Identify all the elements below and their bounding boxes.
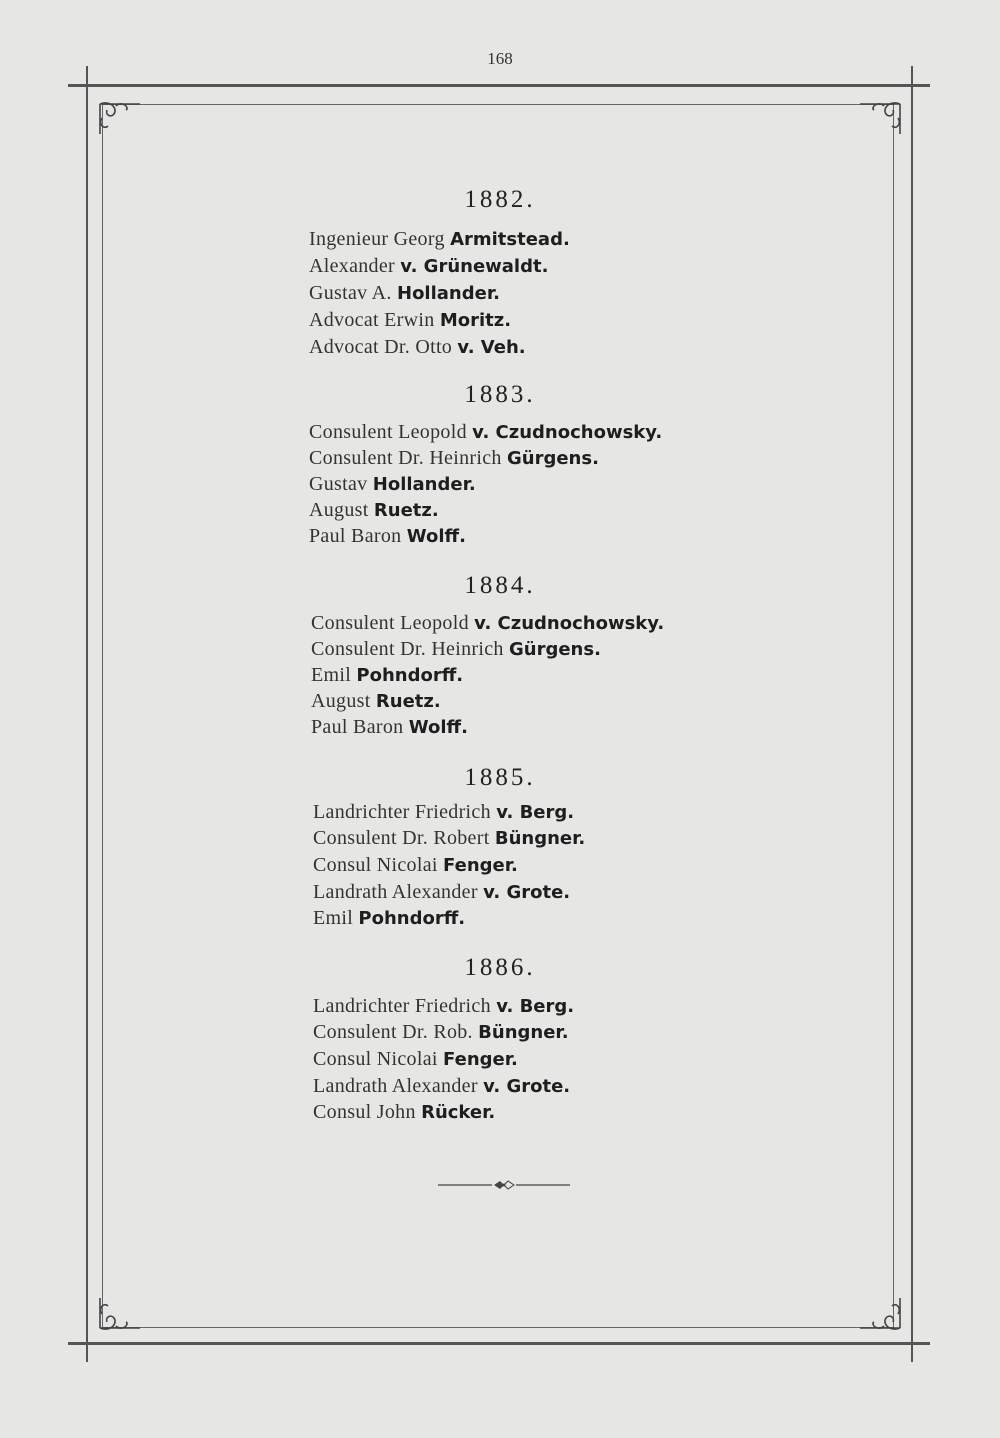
entry: Landrath Alexander v. Grote.	[313, 881, 571, 903]
year-heading-1886: 1886.	[464, 954, 536, 981]
entry: Emil Pohndorff.	[311, 664, 464, 686]
year-heading-1883: 1883.	[464, 381, 536, 408]
entry: Emil Pohndorff.	[313, 907, 466, 929]
entry: Consul Nicolai Fenger.	[313, 854, 518, 876]
entry: Paul Baron Wolff.	[309, 525, 466, 547]
entry: Consulent Dr. Robert Büngner.	[313, 827, 586, 849]
year-heading-1882: 1882.	[464, 186, 536, 213]
left-rule	[86, 66, 88, 1362]
entry: Gustav Hollander.	[309, 473, 476, 495]
entry: Consulent Leopold v. Czudnochowsky.	[309, 421, 663, 443]
page-number: 168	[487, 49, 513, 68]
entry: Alexander v. Grünewaldt.	[309, 255, 549, 277]
entry: Landrichter Friedrich v. Berg.	[313, 995, 575, 1017]
entry: Landrichter Friedrich v. Berg.	[313, 801, 575, 823]
entry: Paul Baron Wolff.	[311, 716, 468, 738]
corner-ornament-bottom-right-icon	[856, 1294, 904, 1334]
entry: Consul John Rücker.	[313, 1101, 496, 1123]
corner-ornament-top-right-icon	[856, 98, 904, 138]
entry: Advocat Erwin Moritz.	[309, 309, 512, 331]
entry: Consulent Leopold v. Czudnochowsky.	[311, 612, 665, 634]
entry: Consulent Dr. Rob. Büngner.	[313, 1021, 569, 1043]
year-heading-1885: 1885.	[464, 764, 536, 791]
bottom-rule	[68, 1342, 930, 1345]
corner-ornament-top-left-icon	[96, 98, 144, 138]
entry: Ingenieur Georg Armitstead.	[309, 228, 570, 250]
entry: August Ruetz.	[309, 499, 439, 521]
entry: Gustav A. Hollander.	[309, 282, 500, 304]
right-rule	[911, 66, 913, 1362]
entry: Consulent Dr. Heinrich Gürgens.	[311, 638, 601, 660]
end-rule-fleuron-icon	[438, 1178, 570, 1192]
entry: Landrath Alexander v. Grote.	[313, 1075, 571, 1097]
entry: Consulent Dr. Heinrich Gürgens.	[309, 447, 599, 469]
top-rule	[68, 84, 930, 87]
entry: Consul Nicolai Fenger.	[313, 1048, 518, 1070]
entry: Advocat Dr. Otto v. Veh.	[309, 336, 526, 358]
corner-ornament-bottom-left-icon	[96, 1294, 144, 1334]
year-heading-1884: 1884.	[464, 572, 536, 599]
entry: August Ruetz.	[311, 690, 441, 712]
